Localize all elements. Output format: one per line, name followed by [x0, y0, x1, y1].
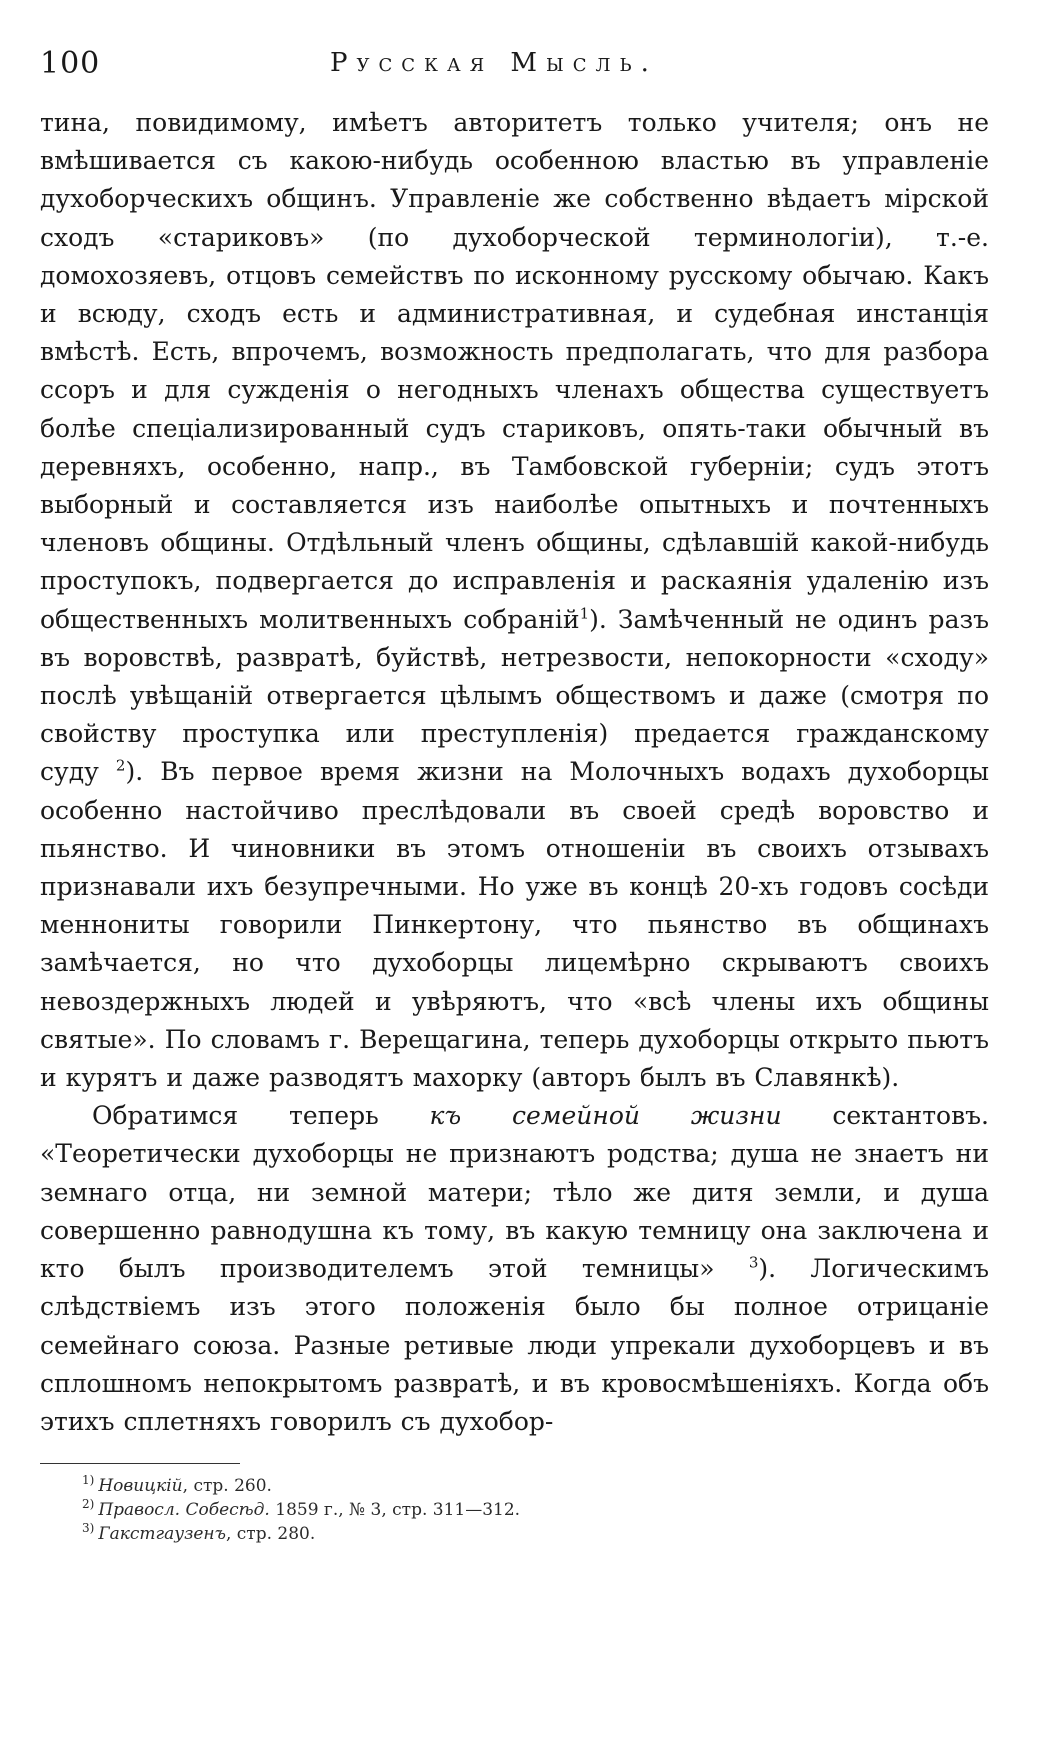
body-text [40, 104, 989, 1441]
footnote-1-mark: 1) [82, 1473, 95, 1488]
paragraph-2-part-a: Обратимся теперь [92, 1101, 430, 1131]
paragraph-1 [40, 104, 989, 1097]
paragraph-2 [40, 1097, 989, 1441]
footnote-2-rest: 1859 г., № 3, стр. 311—312. [269, 1500, 521, 1521]
footnote-ref-2: 2 [115, 757, 126, 776]
footnote-1-source: Новицкій [98, 1476, 183, 1497]
footnotes [40, 1474, 989, 1546]
paragraph-2-emphasis: къ семейной жизни [429, 1101, 782, 1131]
running-head [40, 46, 989, 90]
footnote-3-mark: 3) [82, 1521, 95, 1536]
footnote-ref-1: 1 [579, 604, 590, 623]
footnote-1-rest: , стр. 260. [182, 1476, 272, 1497]
footnote-ref-3: 3 [748, 1253, 759, 1272]
page-number: 100 [40, 46, 101, 81]
footnote-2 [82, 1498, 989, 1522]
paragraph-2-part-c: ). Логическимъ слѣдствіемъ изъ этого положенія было бы полное отрицаніе семейнаго союза. Разные ретивые люди упрекали духоборцевъ и въ сплошномъ непокрытомъ развратѣ, и въ кровосмѣшеніяхъ. Когда объ этихъ сплетняхъ говорилъ съ духобор- [40, 1254, 989, 1436]
footnote-3 [82, 1522, 989, 1546]
paragraph-1-part-c: ). Въ первое время жизни на Молочныхъ водахъ духоборцы особенно настойчиво преслѣдовали въ своей средѣ воровство и пьянство. И чиновники въ этомъ отношеніи въ своихъ отзывахъ признавали ихъ безупречными. Но уже въ концѣ 20-хъ годовъ сосѣди меннониты говорили Пинкертону, что пьянство въ общинахъ замѣчается, но что духоборцы лицемѣрно скрываютъ своихъ невоздержныхъ людей и увѣряютъ, что «всѣ члены ихъ общины святые». По словамъ г. Верещагина, теперь духоборцы открыто пьютъ и курятъ и даже разводятъ махорку (авторъ былъ въ Славянкѣ). [40, 757, 989, 1093]
footnote-1 [82, 1474, 989, 1498]
footnote-2-mark: 2) [82, 1497, 95, 1512]
paragraph-2-part-b: сектантовъ. «Теоретически духоборцы не признаютъ родства; душа не знаетъ ни земнаго отца, ни земной матери; тѣло же дитя земли, и душа совершенно равнодушна къ тому, въ какую темницу она заключена и кто былъ производителемъ этой темницы» [40, 1101, 990, 1284]
footnote-3-rest: , стр. 280. [225, 1524, 316, 1545]
footnote-divider [40, 1463, 240, 1464]
journal-title: Русская Мысль. [330, 48, 658, 78]
footnote-2-source: Правосл. Собесѣд. [98, 1500, 270, 1521]
paragraph-1-part-a: тина, повидимому, имѣетъ авторитетъ только учителя; онъ не вмѣшивается съ какою-нибудь особенною властью въ управленіе духоборческихъ общинъ. Управленіе же собственно вѣдаетъ мірской сходъ «стариковъ» (по духоборческой терминологіи), т.-е. домохозяевъ, отцовъ семействъ по исконному русскому обычаю. Какъ и всюду, сходъ есть и административная, и судебная инстанція вмѣстѣ. Есть, впрочемъ, возможность предполагать, что для разбора ссоръ и для сужденія о негодныхъ членахъ общества существуетъ болѣе спеціализированный судъ стариковъ, опять-таки обычный въ деревняхъ, особенно, напр., въ Тамбовской губерніи; судъ этотъ выборный и составляется изъ наиболѣе опытныхъ и почтенныхъ членовъ общины. Отдѣльный членъ общины, сдѣлавшій какой-нибудь проступокъ, подвергается до исправленія и раскаянія удаленію изъ общественныхъ молитвенныхъ собраній [40, 108, 989, 634]
paragraph-1-part-b: ). Замѣченный не одинъ разъ въ воровствѣ, развратѣ, буйствѣ, нетрезвости, непокорности «сходу» послѣ увѣщаній отвергается цѣлымъ обществомъ и даже (смотря по свойству проступка или преступленія) предается гражданскому суду [40, 604, 990, 787]
footnote-3-source: Гакстгаузенъ [98, 1524, 226, 1545]
